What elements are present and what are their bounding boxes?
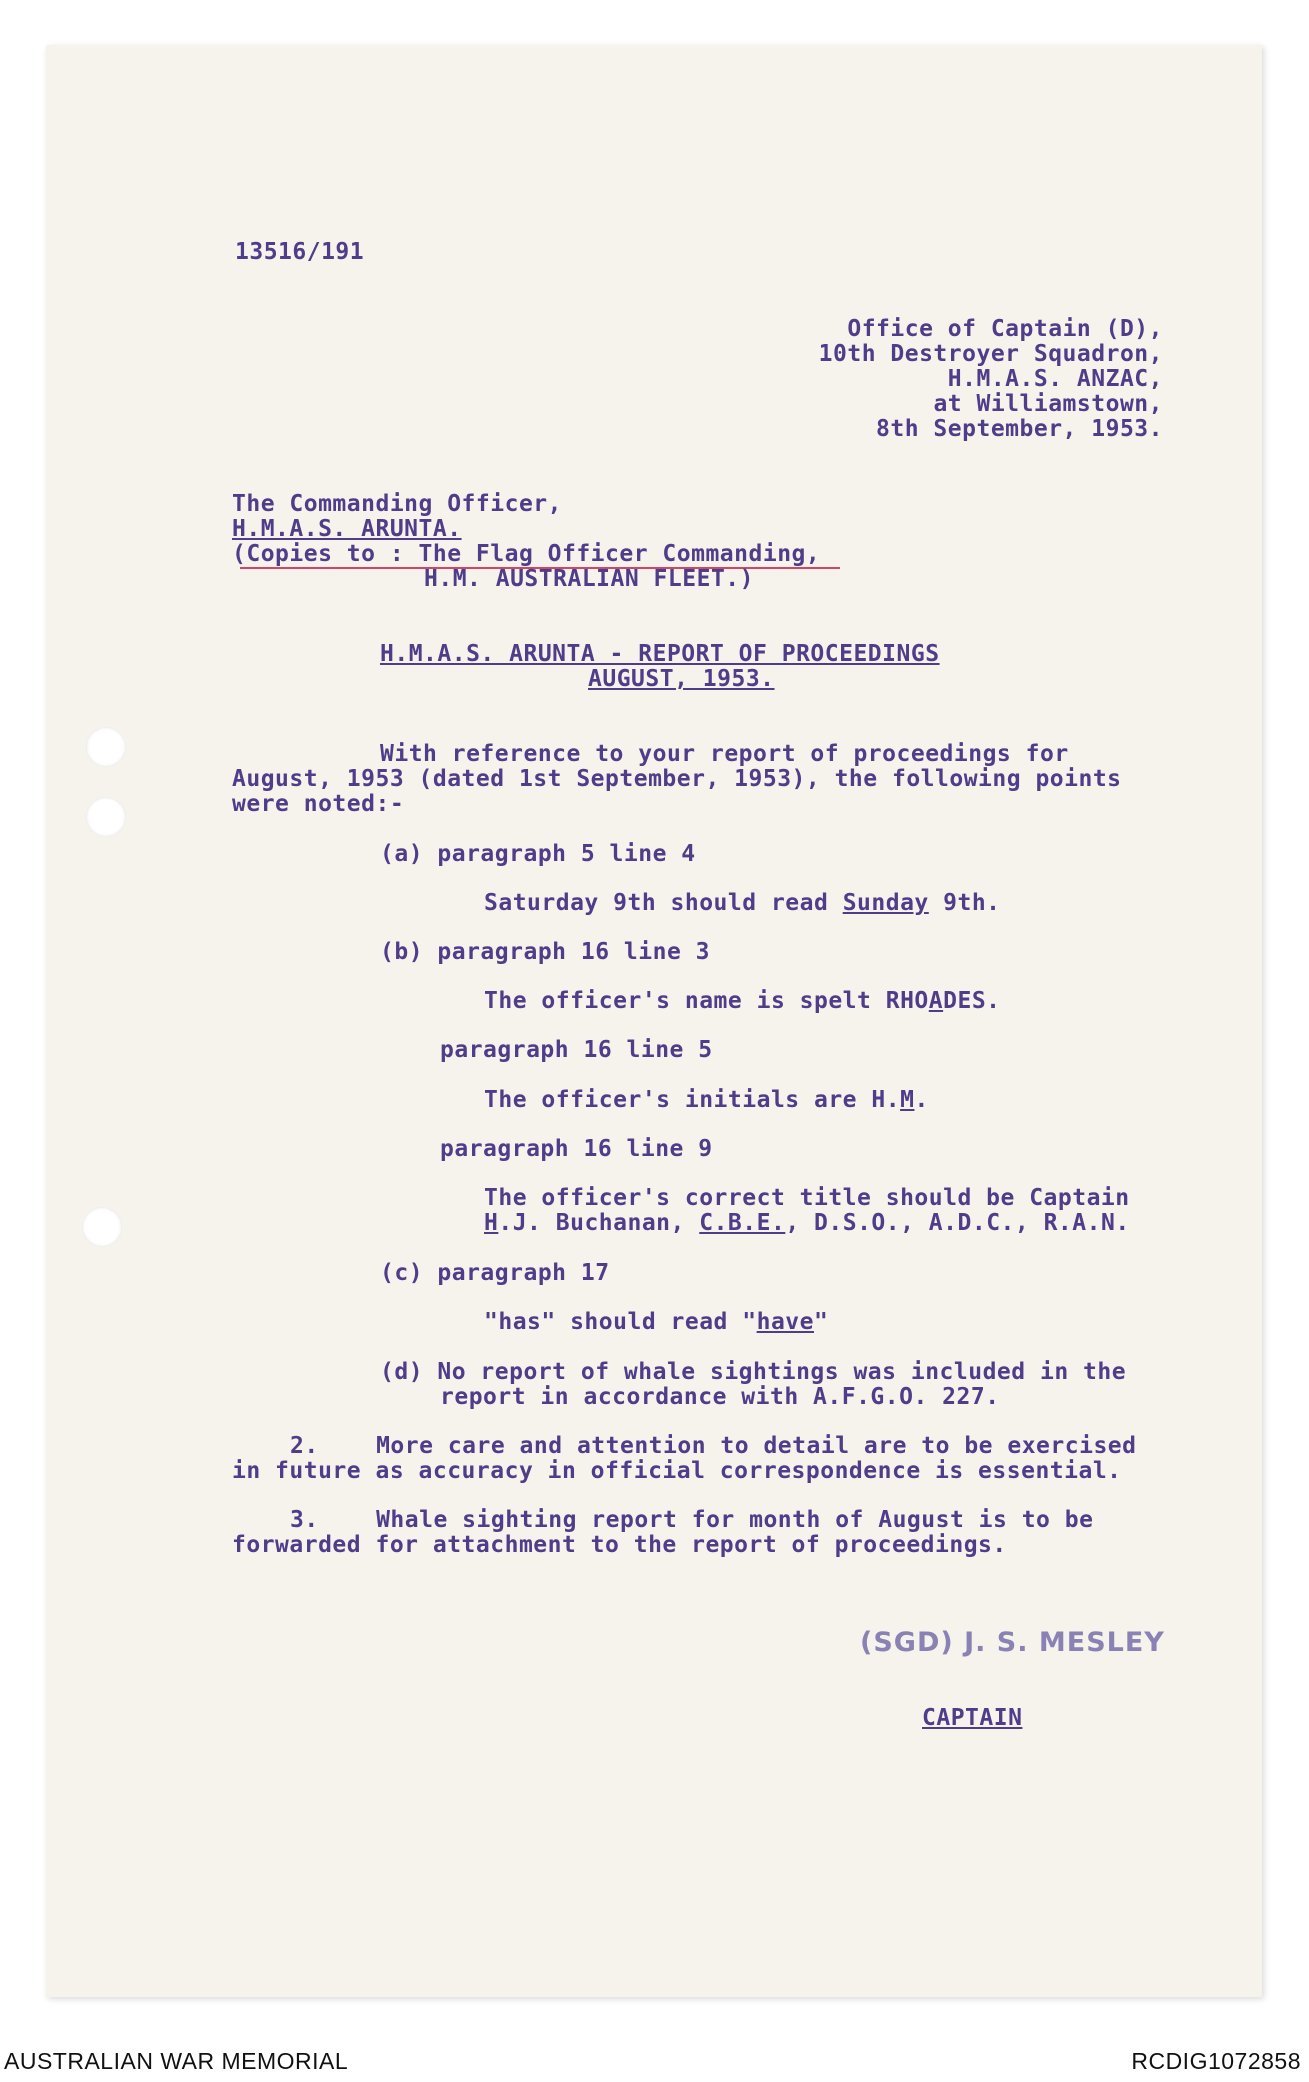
item-b2-text: The officer's initials are H.M.	[484, 1087, 929, 1113]
sender-line-4: at Williamstown,	[933, 391, 1163, 417]
addressee-line-2	[232, 517, 462, 542]
footer-record-id: RCDIG1072858	[1131, 2048, 1301, 2074]
footer-institution: AUSTRALIAN WAR MEMORIAL	[4, 2048, 349, 2074]
item-b-ref: (b) paragraph 16 line 3	[380, 939, 710, 965]
para-3-line-2: forwarded for attachment to the report of proceedings.	[232, 1532, 1007, 1558]
item-a-ref: (a) paragraph 5 line 4	[380, 841, 696, 867]
para-2-line-1: 2. More care and attention to detail are to be exercised	[290, 1433, 1137, 1459]
sender-line-2: 10th Destroyer Squadron,	[818, 341, 1163, 367]
subject-line-1	[380, 642, 940, 667]
subject-line-2	[588, 667, 775, 692]
intro-line-2: August, 1953 (dated 1st September, 1953), the following points	[232, 766, 1122, 792]
item-b3-ref: paragraph 16 line 9	[440, 1136, 713, 1162]
subject-title: H.M.A.S. ARUNTA - REPORT OF PROCEEDINGS	[380, 641, 940, 667]
addressee-line-1: The Commanding Officer,	[232, 491, 562, 517]
para-3-line-1: 3. Whale sighting report for month of August is to be	[290, 1507, 1094, 1533]
intro-line-1: With reference to your report of proceedings for	[380, 741, 1069, 767]
para-2-line-2: in future as accuracy in official correspondence is essential.	[232, 1458, 1122, 1484]
item-d-line-2: report in accordance with A.F.G.O. 227.	[440, 1384, 1000, 1410]
sender-line-3: H.M.A.S. ANZAC,	[947, 366, 1163, 392]
item-b-name: The officer's name is spelt RHOADES.	[484, 988, 1001, 1014]
signature-stamp: (SGD) J. S. MESLEY	[860, 1627, 1165, 1658]
item-b3-line-1: The officer's correct title should be Captain	[484, 1185, 1130, 1211]
punch-hole-middle	[86, 797, 126, 837]
item-c-ref: (c) paragraph 17	[380, 1260, 610, 1286]
item-c-text: "has" should read "have"	[484, 1309, 829, 1335]
item-b3-line-2: H.J. Buchanan, C.B.E., D.S.O., A.D.C., R.A.N.	[484, 1210, 1130, 1236]
file-reference: 13516/191	[235, 239, 365, 265]
punch-hole-top	[86, 727, 126, 767]
addressee-copies: (Copies to : The Flag Officer Commanding,	[232, 541, 821, 567]
item-b2-ref: paragraph 16 line 5	[440, 1037, 713, 1063]
item-a-text: Saturday 9th should read Sunday 9th.	[484, 890, 1001, 916]
signature-rank: CAPTAIN	[922, 1705, 1023, 1731]
addressee-copies-2: H.M. AUSTRALIAN FLEET.)	[424, 566, 754, 592]
sender-line-1: Office of Captain (D),	[847, 316, 1163, 342]
addressee-ship: H.M.A.S. ARUNTA.	[232, 516, 462, 542]
subject-date: AUGUST, 1953.	[588, 666, 775, 692]
sender-date: 8th September, 1953.	[876, 416, 1163, 442]
item-d-line-1: (d) No report of whale sightings was included in the	[380, 1359, 1127, 1385]
intro-line-3: were noted:-	[232, 791, 405, 817]
punch-hole-bottom	[82, 1207, 122, 1247]
